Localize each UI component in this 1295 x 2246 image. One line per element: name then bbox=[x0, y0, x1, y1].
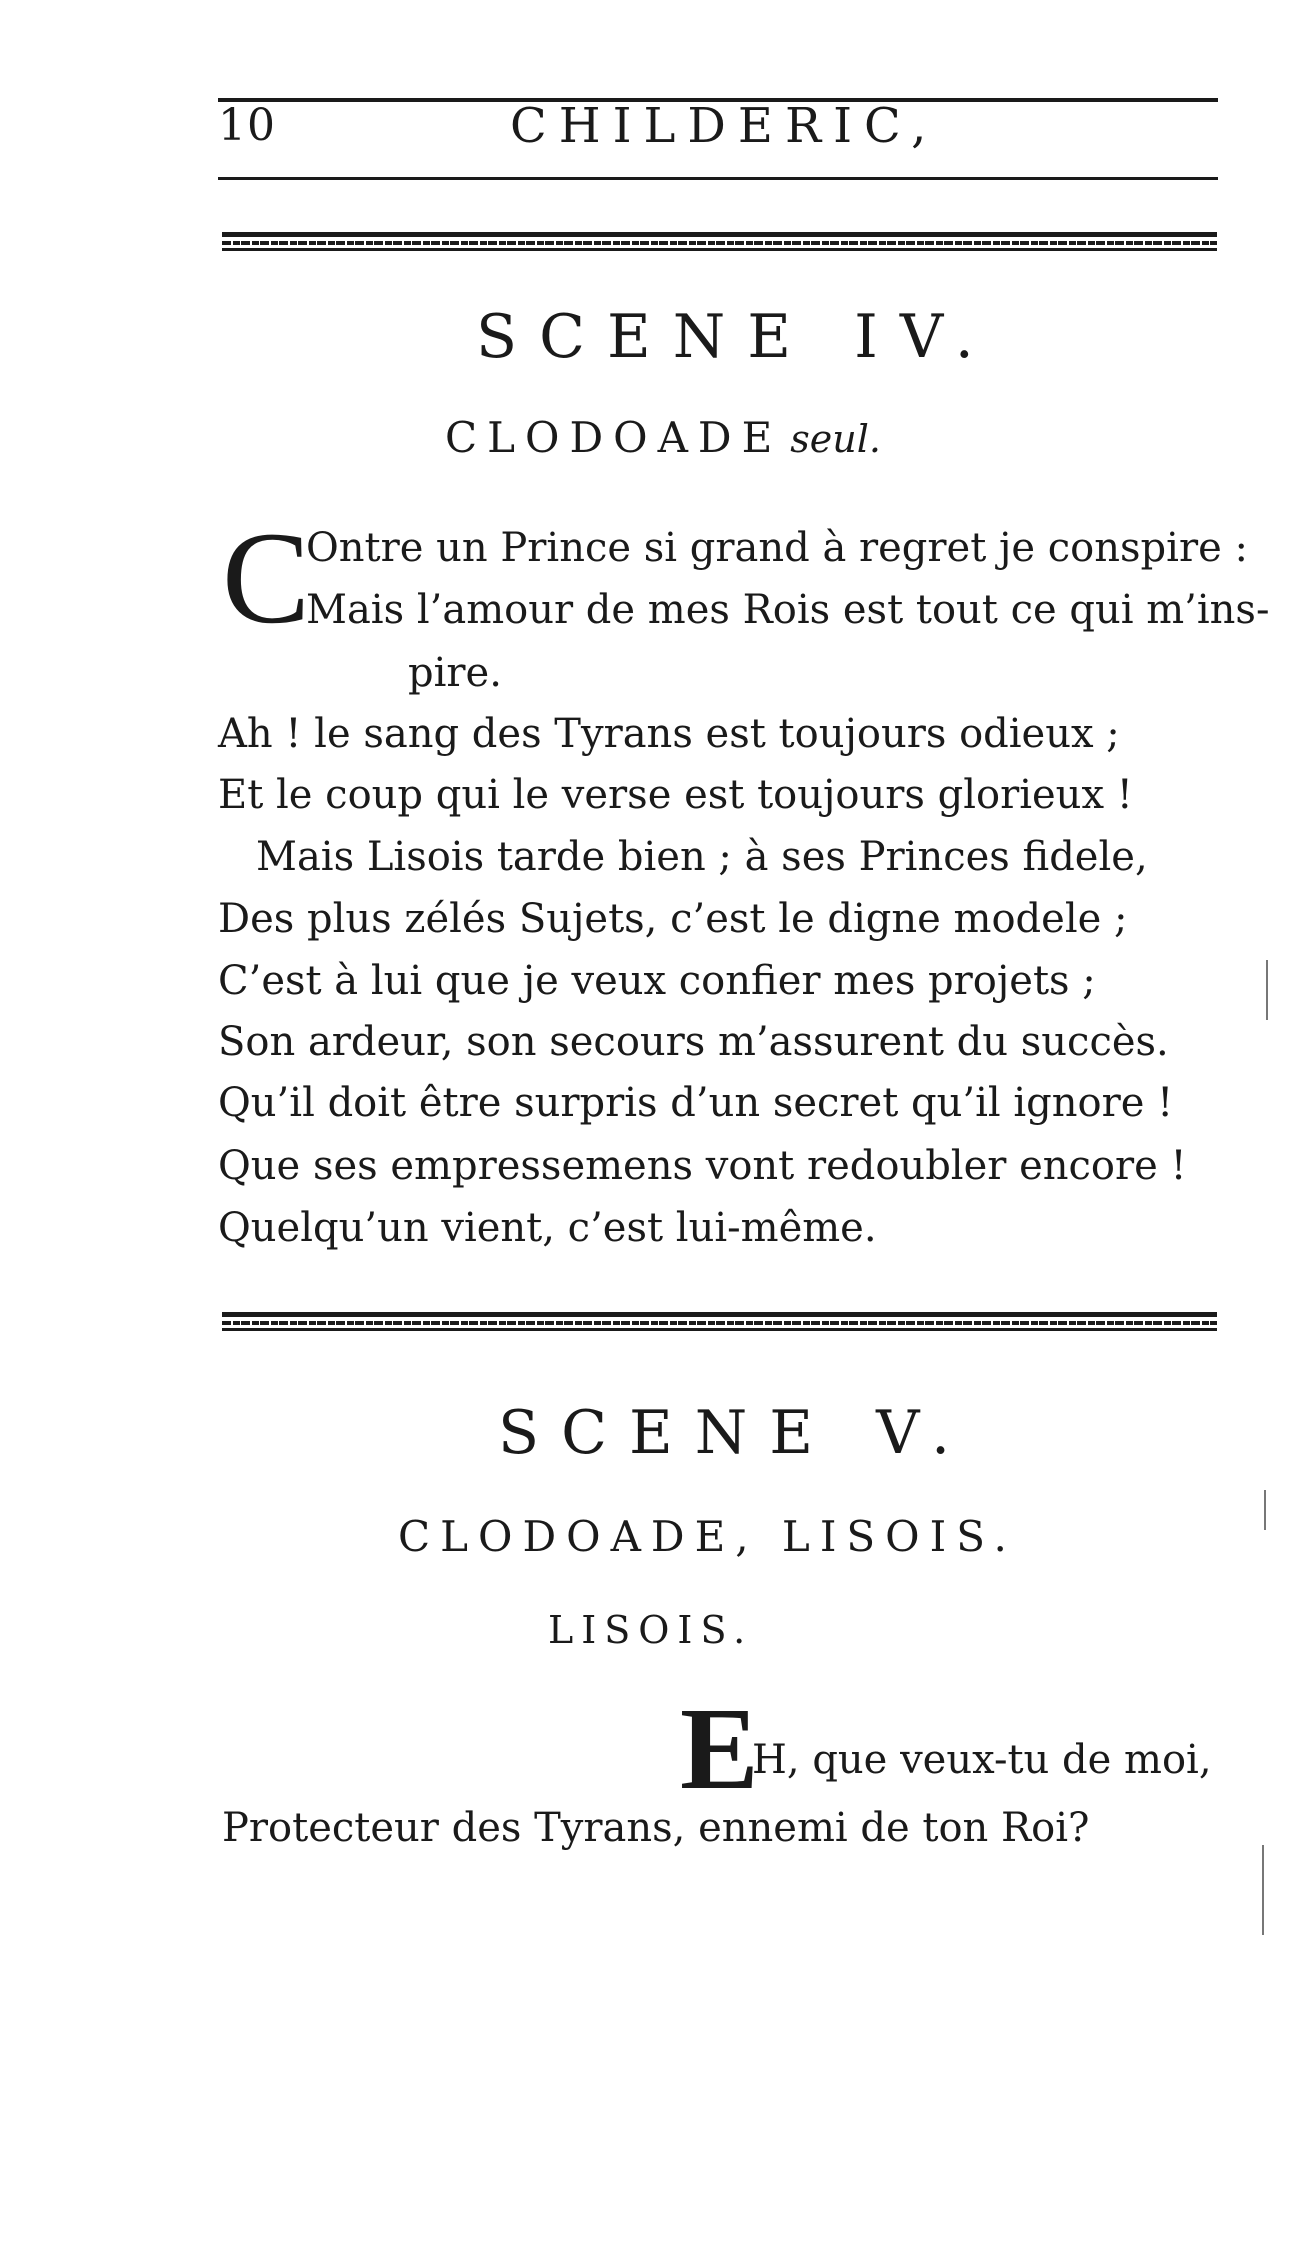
verse-line: C’est à lui que je veux confier mes projets ; bbox=[218, 958, 1096, 1004]
verse-line: Ah ! le sang des Tyrans est toujours odieux ; bbox=[218, 711, 1120, 757]
stage-direction: seul. bbox=[790, 417, 881, 461]
drop-cap: E bbox=[680, 1683, 759, 1814]
speaker-name: CLODOADE bbox=[445, 413, 783, 462]
scan-mark bbox=[1264, 1490, 1266, 1530]
verse-line: Mais Lisois tarde bien ; à ses Princes fidele, bbox=[256, 834, 1148, 880]
scan-mark bbox=[1266, 960, 1268, 1020]
header-rule-bottom bbox=[218, 177, 1218, 180]
ornamental-divider bbox=[222, 232, 1217, 254]
scene-title: SCENE IV. bbox=[476, 302, 996, 372]
verse-line: Mais l’amour de mes Rois est tout ce qui m’ins- bbox=[306, 587, 1270, 633]
running-title: CHILDERIC, bbox=[510, 98, 939, 154]
verse-line: pire. bbox=[408, 650, 502, 696]
scan-mark bbox=[1262, 1845, 1264, 1935]
speaker-name: LISOIS. bbox=[548, 1608, 754, 1652]
scene-title: SCENE V. bbox=[498, 1398, 973, 1468]
verse-line: Qu’il doit être surpris d’un secret qu’il ignore ! bbox=[218, 1080, 1174, 1126]
verse-line: Que ses empressemens vont redoubler encore ! bbox=[218, 1143, 1187, 1189]
verse-line: Des plus zélés Sujets, c’est le digne modele ; bbox=[218, 896, 1128, 942]
verse-line: H, que veux-tu de moi, bbox=[752, 1737, 1212, 1783]
verse-line: Ontre un Prince si grand à regret je conspire : bbox=[306, 525, 1248, 571]
ornamental-divider bbox=[222, 1312, 1217, 1334]
characters-heading: CLODOADE, LISOIS. bbox=[398, 1512, 1017, 1561]
verse-line: Protecteur des Tyrans, ennemi de ton Roi? bbox=[222, 1805, 1090, 1851]
page-number: 10 bbox=[218, 100, 276, 151]
verse-line: Et le coup qui le verse est toujours glorieux ! bbox=[218, 772, 1133, 818]
drop-cap: C bbox=[222, 504, 311, 651]
speaker-heading bbox=[445, 413, 881, 462]
verse-line: Son ardeur, son secours m’assurent du succès. bbox=[218, 1019, 1169, 1065]
verse-line: Quelqu’un vient, c’est lui-même. bbox=[218, 1205, 877, 1251]
